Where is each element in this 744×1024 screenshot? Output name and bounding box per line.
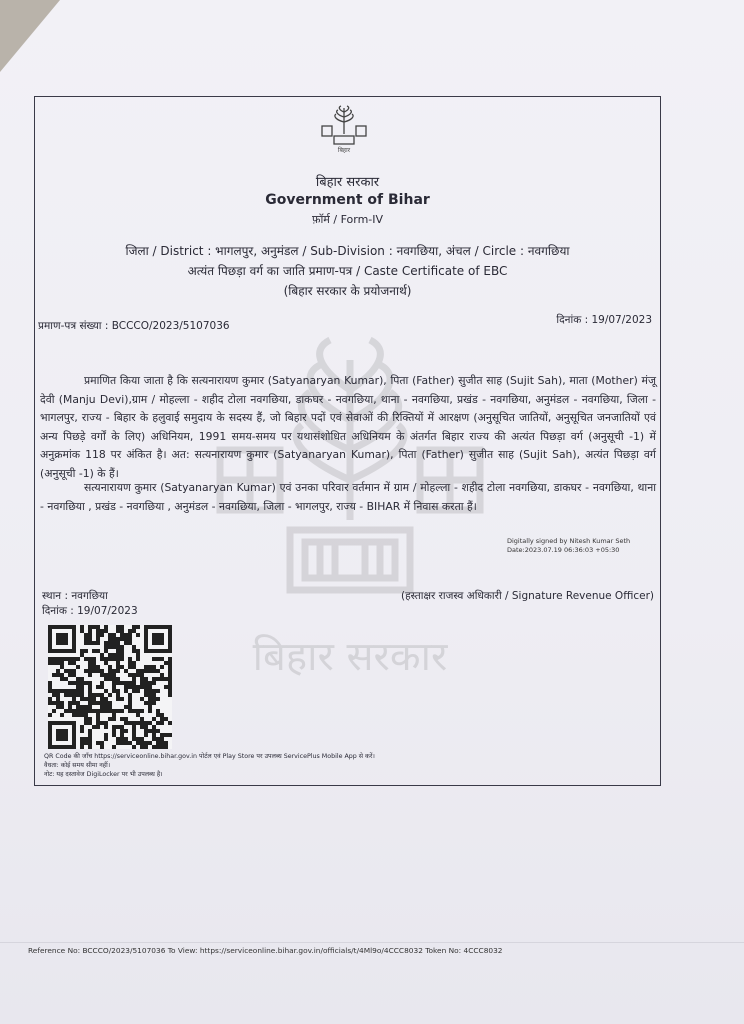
torn-corner [0, 0, 60, 72]
form-label: फ़ॉर्म / Form-IV [311, 213, 384, 226]
officer-signature-label: (हस्ताक्षर राजस्व अधिकारी / Signature Revenue Officer) [400, 590, 654, 602]
certificate-title: अत्यंत पिछड़ा वर्ग का जाति प्रमाण-पत्र / Caste Certificate of EBC [187, 264, 508, 278]
government-title-english: Government of Bihar [265, 192, 430, 208]
issue-date: दिनांक : 19/07/2023 [556, 314, 652, 326]
watermark-text: बिहार सरकार [252, 634, 448, 680]
emblem-text: बिहार [337, 147, 351, 154]
qr-instructions [44, 752, 375, 779]
digital-signature [507, 537, 630, 555]
bihar-emblem-icon [318, 104, 370, 154]
place-label: स्थान : नवगछिया [42, 590, 108, 602]
district-line: जिला / District : भागलपुर, अनुमंडल / Sub-Division : नवगछिया, अंचल / Circle : नवगछिया [125, 244, 570, 258]
qr-note-line-3: नोट: यह दस्तावेज DigiLocker पर भी उपलब्ध है। [44, 771, 163, 778]
reference-footer: Reference No: BCCCO/2023/5107036 To View: https://serviceonline.bihar.gov.in/officials/t/4Ml9o/4CCC8032 Token No: 4CCC8032 [28, 946, 503, 955]
certificate-paragraph-1: प्रमाणित किया जाता है कि सत्यनारायण कुमार (Satyanaryan Kumar), पिता (Father) सुजीत साह (Sujit Sah), माता (Mother) मंजू देवी (Manju Devi),ग्राम / मोहल्ला - शहीद टोला नवगछिया, डाकघर - नवगछिया, थाना - नवगछिया, प्रखंड - नवगछिया, अनुमंडल - नवगछिया, जिला - भागलपुर, राज्य - बिहार के हलुवाई समुदाय के सदस्य हैं, जो बिहार पदों एवं सेवाओं की रिक्तियों में आरक्षण (अनुसूचित जातियों, अनुसूचित जनजातियों एवं अन्य पिछड़े वर्गों के लिए) अधिनियम, 1991 समय-समय पर यथासंशोधित अधिनियम के अंतर्गत बिहार राज्य की अत्यंत पिछड़ा वर्ग (अनुसूची -1) में अनुक्रमांक 118 पर अंकित है। अत: सत्यनारायण कुमार (Satyanaryan Kumar), पिता (Father) सुजीत साह (Sujit Sah), अत्यंत पिछड़ा वर्ग (अनुसूची -1) के हैं। [40, 374, 656, 480]
government-title-hindi: बिहार सरकार [315, 175, 380, 190]
qr-code[interactable] [48, 625, 172, 749]
place-date-label: दिनांक : 19/07/2023 [42, 605, 138, 617]
digital-signature-signer: Digitally signed by Nitesh Kumar Seth [507, 537, 631, 545]
certificate-paragraph-2: सत्यनारायण कुमार (Satyanaryan Kumar) एवं उनका परिवार वर्तमान में ग्राम / मोहल्ला - शहीद टोला नवगछिया, डाकघर - नवगछिया, थाना - नवगछिया , प्रखंड - नवगछिया , अनुमंडल - नवगछिया, जिला - भागलपुर, राज्य - BIHAR में निवास करता हैं। [40, 481, 656, 513]
certificate-number: प्रमाण-पत्र संख्या : BCCCO/2023/5107036 [38, 320, 230, 332]
qr-note-line-2: वैधता: कोई समय सीमा नहीं। [44, 762, 111, 769]
digital-signature-date: Date:2023.07.19 06:36:03 +05:30 [507, 546, 620, 554]
purpose-line: (बिहार सरकार के प्रयोजनार्थ) [283, 284, 412, 298]
footer-divider [0, 942, 744, 943]
qr-note-line-1: QR Code की जाँच https://serviceonline.bihar.gov.in पोर्टल एवं Play Store पर उपलब्ध ServicePlus Mobile App से करें। [44, 753, 375, 760]
